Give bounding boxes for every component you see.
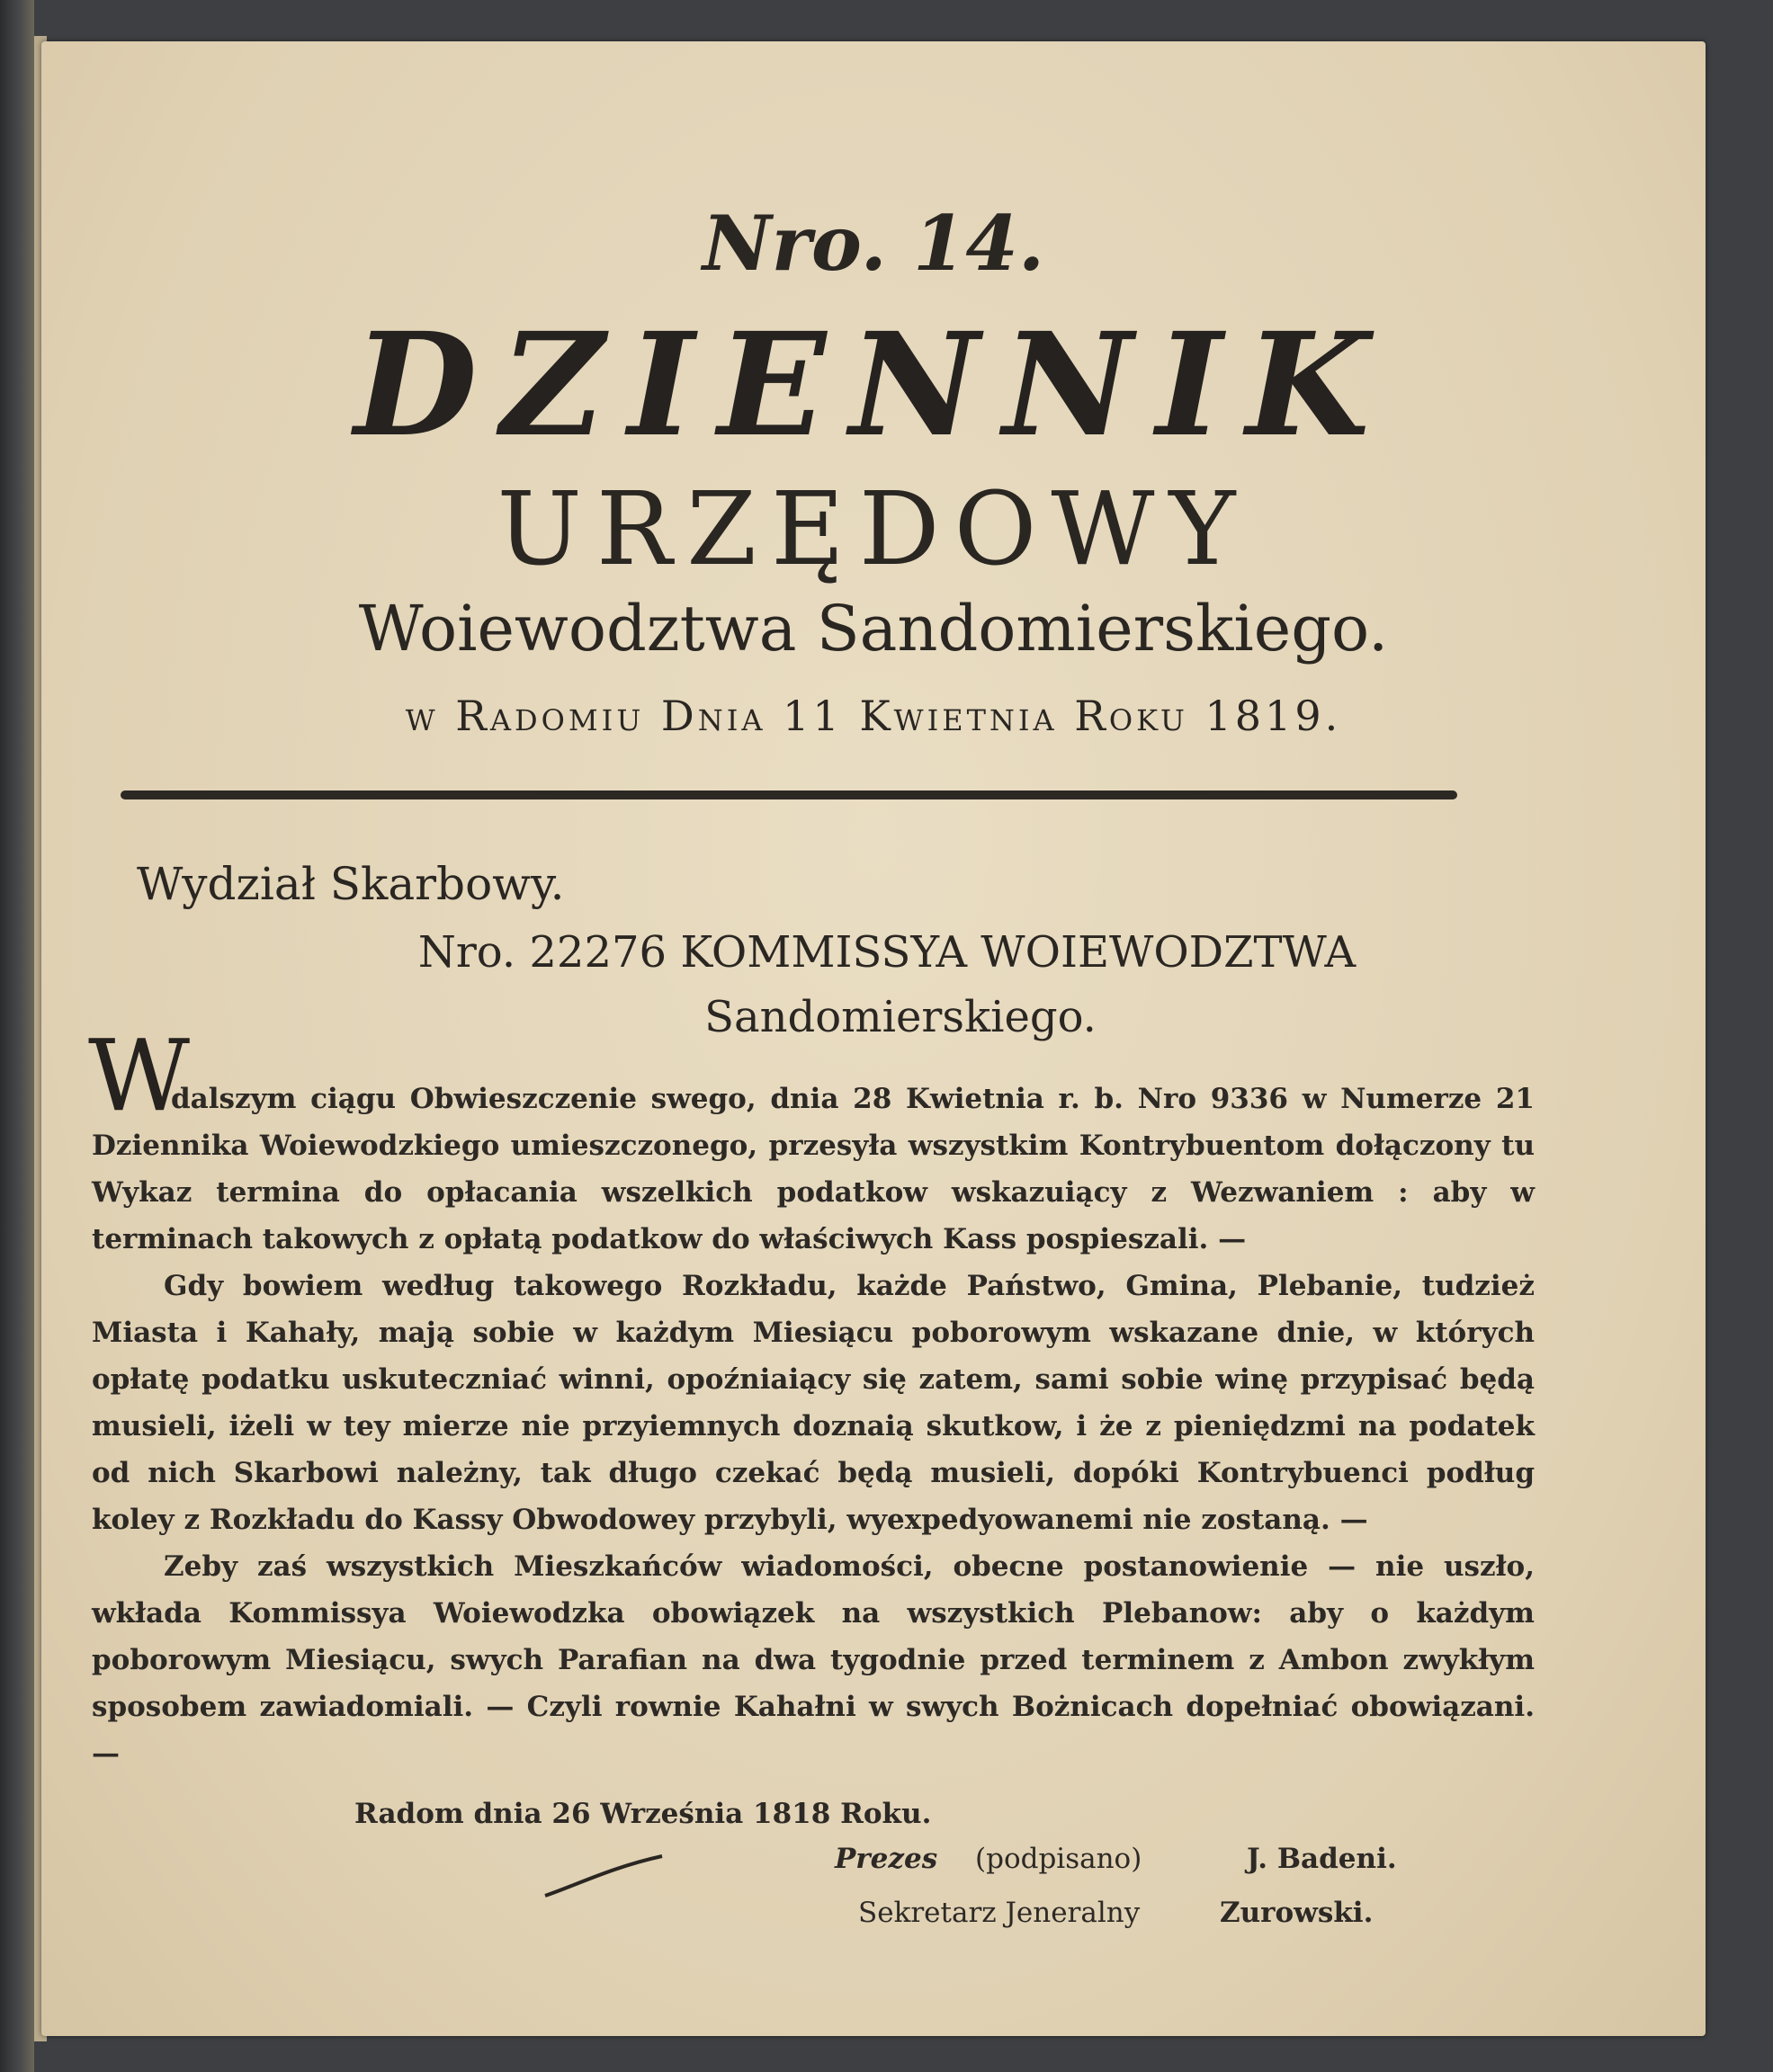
ink-flourish	[541, 1849, 667, 1903]
paragraph-2: Gdy bowiem według takowego Rozkładu, każde Państwo, Gmina, Plebanie, tudzież Miasta i Kahały, mają sobie w każdym Miesiącu poborowym wskazane dnie, w których opłatę podatku uskuteczniać winni, opoźniaiący się zatem, sami sobie winę przypisać będą musieli, iżeli w tey mierze nie przyiemnych doznaią skutkow, i że z pieniędzmi na podatek od nich Skarbowi należny, tak długo czekać będą musieli, dopóki Kontrybuenci podług koley z Rozkładu do Kassy Obwodowey przybyli, wyexpedyowanemi nie zostaną. —	[92, 1270, 1535, 1536]
commission-heading: Nro. 22276 KOMMISSYA WOIEWODZTWA	[417, 927, 1357, 978]
announcement-body	[92, 1076, 1535, 1777]
paragraph-3: Zeby zaś wszystkich Mieszkańców wiadomości, obecne postanowienie — nie uszło, wkłada Kommissya Woiewodzka obowiązek na wszystkich Plebanow: aby o każdym poborowym Miesiącu, swych Parafian na dwa tygodnie przed terminem z Ambon zwykłym sposobem zawiadomiali. — Czyli rownie Kahałni w swych Bożnicach dopełniać obowiązani. —	[92, 1550, 1535, 1770]
masthead-title: DZIENNIK	[354, 302, 1393, 469]
secretary-label: Sekretarz Jeneralny	[858, 1897, 1141, 1929]
signed-note: (podpisano)	[975, 1843, 1142, 1875]
signature-date: Radom dnia 26 Września 1818 Roku.	[354, 1798, 932, 1830]
masthead-region: Woiewodztwa Sandomierskiego.	[358, 592, 1389, 665]
header-divider	[121, 790, 1457, 799]
drop-cap: W	[88, 1018, 191, 1133]
commission-subheading: Sandomierskiego.	[704, 992, 1097, 1042]
issue-number: Nro. 14.	[702, 199, 1045, 288]
paragraph-1: dalszym ciągu Obwieszczenie swego, dnia 28 Kwietnia r. b. Nro 9336 w Numerze 21 Dziennika Woiewodzkiego umieszczonego, przesyła wszystkim Kontrybuentom dołączony tu Wykaz termina do opłacania wszelkich podatkow wskazuiący z Wezwaniem : aby w terminach takowych z opłatą podatkow do właściwych Kass pospieszali. —	[92, 1083, 1535, 1255]
document-page	[41, 41, 1706, 2036]
department-heading: Wydział Skarbowy.	[137, 858, 565, 910]
president-name: J. Badeni.	[1247, 1843, 1397, 1875]
secretary-name: Zurowski.	[1220, 1897, 1374, 1929]
president-label: Prezes	[835, 1843, 938, 1875]
book-spine	[0, 0, 34, 2072]
issue-date: w Radomiu Dnia 11 Kwietnia Roku 1819.	[405, 692, 1342, 740]
masthead-subtitle: URZĘDOWY	[497, 471, 1250, 588]
